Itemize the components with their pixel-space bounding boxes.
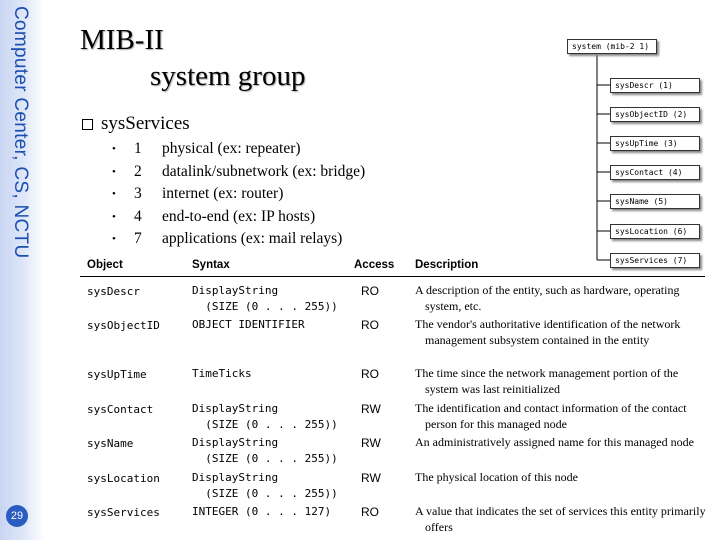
slide-subtitle: system group xyxy=(150,60,306,92)
service-number: 3 xyxy=(134,185,142,203)
service-text: datalink/subnetwork (ex: bridge) xyxy=(162,162,366,180)
table-header xyxy=(80,256,705,277)
service-number: 7 xyxy=(134,230,142,248)
bullet-dot-icon: • xyxy=(112,143,116,156)
slide-title: MIB-II xyxy=(80,24,164,56)
services-list xyxy=(112,138,365,251)
cell-description: An administratively assigned name for this managed node xyxy=(415,435,694,449)
cell-access: RW xyxy=(361,436,381,450)
list-item xyxy=(112,161,365,184)
cell-object: sysDescr xyxy=(87,285,140,298)
cell-access: RO xyxy=(361,367,379,381)
list-item xyxy=(112,183,365,206)
mib-node-system: system (mib-2 1) xyxy=(567,39,657,54)
mib-node-sysservices: sysServices (7) xyxy=(610,253,700,268)
mib-node-syscontact: sysContact (4) xyxy=(610,165,700,180)
sidebar xyxy=(0,0,44,540)
list-item xyxy=(112,138,365,161)
header-description: Description xyxy=(415,259,479,271)
cell-object: sysUpTime xyxy=(87,368,147,381)
cell-syntax: DisplayString (SIZE (0 . . . 255)) xyxy=(192,402,338,431)
mib-node-sysuptime: sysUpTime (3) xyxy=(610,136,700,151)
service-text: internet (ex: router) xyxy=(162,185,284,203)
bullet-dot-icon: • xyxy=(112,210,116,223)
cell-syntax: OBJECT IDENTIFIER xyxy=(192,318,305,331)
mib-node-syslocation: sysLocation (6) xyxy=(610,224,700,239)
sidebar-label: Computer Center, CS, NCTU xyxy=(10,6,31,259)
service-text: physical (ex: repeater) xyxy=(162,140,301,158)
cell-description: The time since the network management portion of the system was last reinitialized xyxy=(415,366,679,396)
main-bullet xyxy=(82,112,190,136)
header-object: Object xyxy=(87,259,123,271)
cell-description: The identification and contact information of the contact person for this managed node xyxy=(415,401,687,431)
main-bullet-text: sysServices xyxy=(101,113,190,134)
cell-access: RO xyxy=(361,318,379,332)
cell-syntax: DisplayString (SIZE (0 . . . 255)) xyxy=(192,436,338,465)
bullet-dot-icon: • xyxy=(112,233,116,246)
cell-description: The vendor's authoritative identification of the network management subsystem contained in the entity xyxy=(415,317,681,347)
cell-syntax: DisplayString (SIZE (0 . . . 255)) xyxy=(192,284,338,313)
service-number: 2 xyxy=(134,162,142,180)
mib-node-sysdescr: sysDescr (1) xyxy=(610,78,700,93)
bullet-dot-icon: • xyxy=(112,165,116,178)
cell-description: A value that indicates the set of services this entity primarily offers xyxy=(415,504,706,534)
cell-object: sysName xyxy=(87,437,134,450)
service-number: 1 xyxy=(134,140,142,158)
cell-object: sysLocation xyxy=(87,472,160,485)
header-access: Access xyxy=(354,259,395,271)
list-item xyxy=(112,206,365,229)
mib-node-sysname: sysName (5) xyxy=(610,194,700,209)
cell-object: sysObjectID xyxy=(87,319,160,332)
cell-object: sysServices xyxy=(87,506,160,519)
checkbox-bullet-icon xyxy=(82,119,93,130)
page-number: 29 xyxy=(6,505,28,527)
service-text: applications (ex: mail relays) xyxy=(162,230,343,248)
bullet-dot-icon: • xyxy=(112,188,116,201)
service-number: 4 xyxy=(134,207,142,225)
cell-description: The physical location of this node xyxy=(415,470,578,484)
cell-access: RW xyxy=(361,402,381,416)
list-item xyxy=(112,228,365,251)
cell-access: RO xyxy=(361,505,379,519)
cell-description: A description of the entity, such as hardware, operating system, etc. xyxy=(415,283,680,313)
cell-syntax: TimeTicks xyxy=(192,367,252,380)
cell-syntax: INTEGER (0 . . . 127) xyxy=(192,505,332,518)
cell-object: sysContact xyxy=(87,403,154,416)
cell-access: RW xyxy=(361,471,381,485)
cell-access: RO xyxy=(361,284,379,298)
mib-node-sysobjectid: sysObjectID (2) xyxy=(610,107,700,122)
cell-syntax: DisplayString (SIZE (0 . . . 255)) xyxy=(192,471,338,500)
header-syntax: Syntax xyxy=(192,259,230,271)
service-text: end-to-end (ex: IP hosts) xyxy=(162,207,316,225)
